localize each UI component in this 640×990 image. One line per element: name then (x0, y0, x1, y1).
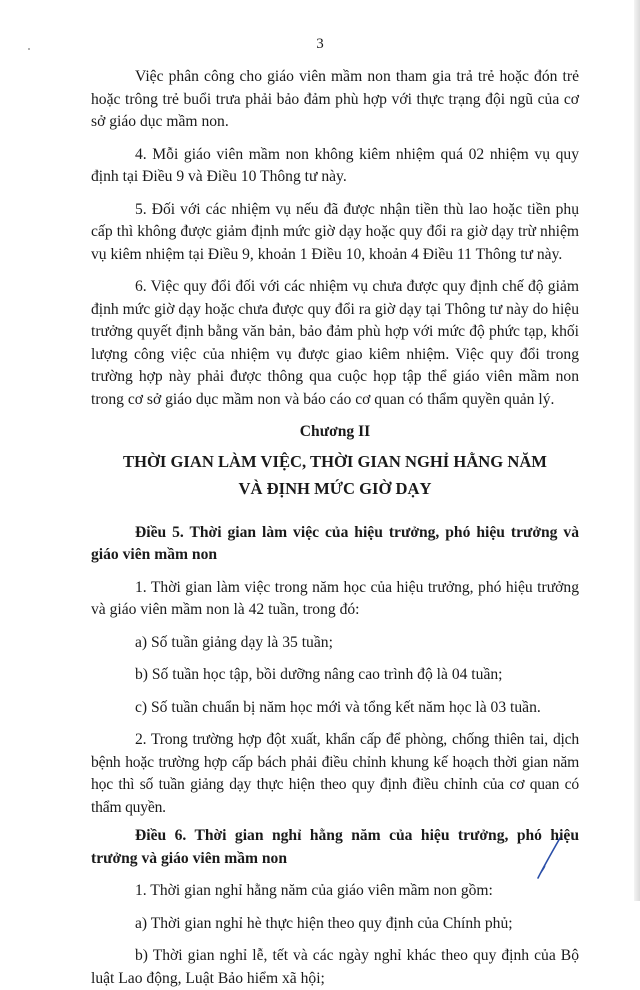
article-5-item-2: 2. Trong trường hợp đột xuất, khẩn cấp để phòng, chống thiên tai, dịch bệnh hoặc trường hợp cấp bách phải điều chỉnh khung kế hoạch thời gian năm học thì số tuần giảng dạy thực hiện theo quy định điều chỉnh của cơ quan có thẩm quyền. (91, 731, 579, 816)
article-6-item-1: 1. Thời gian nghỉ hằng năm của giáo viên mầm non gồm: (135, 882, 493, 899)
article-6-item-b: b) Thời gian nghỉ lễ, tết và các ngày nghỉ khác theo quy định của Bộ luật Lao động, Luật Bảo hiểm xã hội; (91, 947, 579, 987)
paragraph-item-6: 6. Việc quy đổi đối với các nhiệm vụ chưa được quy định chế độ giảm định mức giờ dạy hoặc chưa được quy đổi ra giờ dạy tại Thông tư này do hiệu trưởng quyết định bằng văn bản, bảo đảm phù hợp với mức độ phức tạp, khối lượng công việc của nhiệm vụ được giao kiêm nhiệm. Việc quy đổi trong trường hợp này phải được thông qua cuộc họp tập thể giáo viên mầm non trong cơ sở giáo dục mầm non và báo cáo cơ quan có thẩm quyền quản lý. (91, 278, 579, 408)
paragraph-item-5: 5. Đối với các nhiệm vụ nếu đã được nhận tiền thù lao hoặc tiền phụ cấp thì không được giảm định mức giờ dạy hoặc quy đổi ra giờ dạy trừ nhiệm vụ kiêm nhiệm tại Điều 9, khoản 1 Điều 10, khoản 4 Điều 11 Thông tư này. (91, 200, 579, 263)
article-5-item-b: b) Số tuần học tập, bồi dưỡng nâng cao trình độ là 04 tuần; (135, 666, 503, 683)
signature-mark-icon (536, 836, 562, 880)
chapter-label: Chương II (299, 423, 371, 440)
article-5-item-1: 1. Thời gian làm việc trong năm học của hiệu trưởng, phó hiệu trưởng và giáo viên mầm non là 42 tuần, trong đó: (91, 578, 579, 618)
article-5-item-a: a) Số tuần giảng dạy là 35 tuần; (135, 633, 333, 651)
article-6-item-a: a) Thời gian nghỉ hè thực hiện theo quy định của Chính phủ; (135, 914, 513, 932)
article-5-item-c: c) Số tuần chuẩn bị năm học mới và tổng kết năm học là 03 tuần. (135, 698, 541, 716)
paragraph-assignment: Việc phân công cho giáo viên mầm non tham gia trả trẻ hoặc đón trẻ hoặc trông trẻ buổi trưa phải bảo đảm phù hợp với thực trạng đội ngũ của cơ sở giáo dục mầm non. (91, 68, 579, 130)
chapter-title-line-2: VÀ ĐỊNH MỨC GIỜ DẠY (238, 478, 432, 498)
article-6-title: Điều 6. Thời gian nghỉ hằng năm của hiệu trưởng, phó hiệu trưởng và giáo viên mầm non (91, 827, 579, 867)
chapter-title-line-1: THỜI GIAN LÀM VIỆC, THỜI GIAN NGHỈ HẰNG NĂM (123, 451, 547, 471)
page-number: 3 (316, 36, 324, 52)
paragraph-item-4: 4. Mỗi giáo viên mầm non không kiêm nhiệm quá 02 nhiệm vụ quy định tại Điều 9 và Điều 10 Thông tư này. (91, 145, 579, 185)
article-5-title: Điều 5. Thời gian làm việc của hiệu trưởng, phó hiệu trưởng và giáo viên mầm non (91, 523, 579, 563)
document-body (91, 66, 579, 990)
page-edge-shadow (634, 0, 640, 901)
